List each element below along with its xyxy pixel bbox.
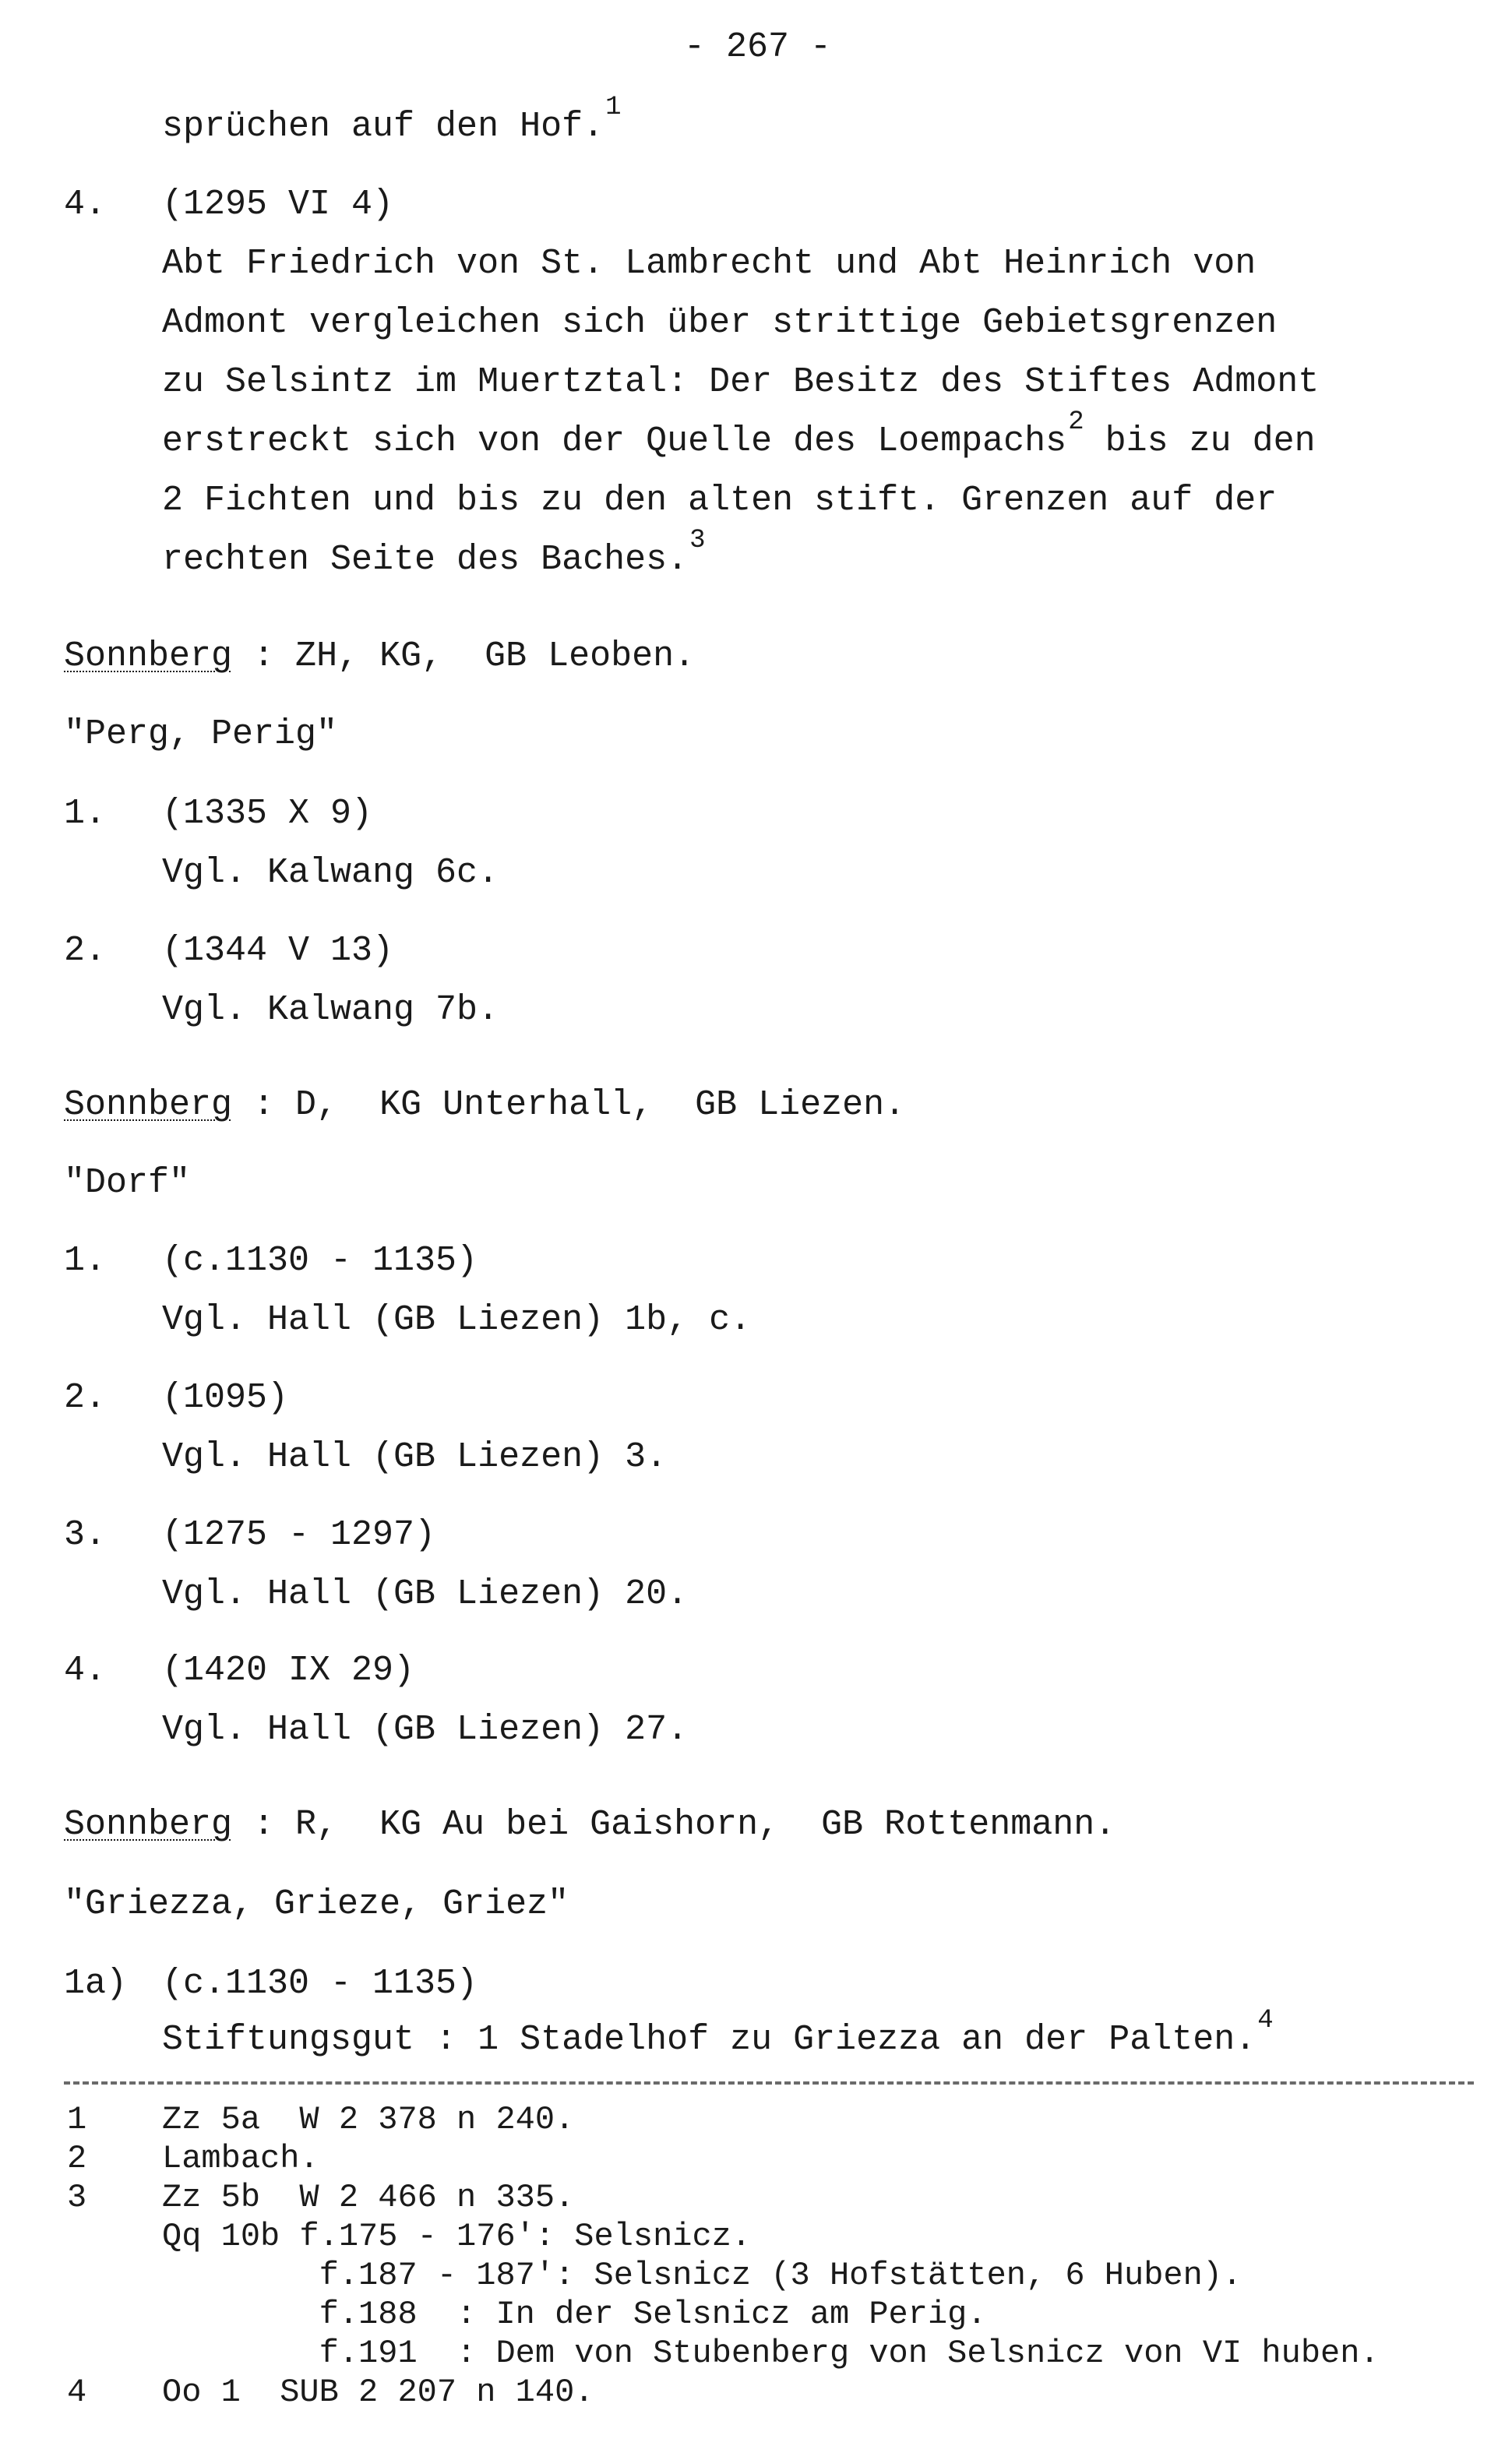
item-date: (1275 - 1297) [162,1515,436,1555]
place-name: Sonnberg [64,1085,233,1125]
footnote-text: Lambach. [162,2140,319,2177]
footnote-number: 1 [67,2101,87,2138]
item-ref: Vgl. Hall (GB Liezen) 20. [162,1574,689,1614]
item-ref: Vgl. Kalwang 6c. [162,853,499,893]
entry-text-line [162,407,1316,461]
item-date: (1420 IX 29) [162,1651,415,1690]
item-number: 1. [64,794,107,834]
continuation-text: sprüchen auf den Hof. [162,107,604,146]
item-date: (1344 V 13) [162,931,394,971]
item-date: (c.1130 - 1135) [162,1241,478,1281]
footnote-number: 2 [67,2140,87,2177]
place-forms: "Dorf" [64,1163,191,1203]
place-info: : D, KG Unterhall, GB Liezen. [232,1085,906,1125]
place-info: : ZH, KG, GB Leoben. [232,636,696,676]
item-number: 2. [64,1378,107,1418]
entry-date: (1295 VI 4) [162,185,394,224]
item-date: (c.1130 - 1135) [162,1964,478,2004]
item-date: (1095) [162,1378,289,1418]
place-forms: "Perg, Perig" [64,714,338,754]
entry-text-line [162,526,706,580]
item-number: 2. [64,931,107,971]
item-date: (1335 X 9) [162,794,373,834]
footnote-text: f.187 - 187': Selsnicz (3 Hofstätten, 6 Huben). [162,2257,1242,2294]
entry-text-line: Admont vergleichen sich über strittige Gebietsgrenzen [162,303,1278,343]
entry-text-line: 2 Fichten und bis zu den alten stift. Grenzen auf der [162,481,1278,520]
place-forms: "Griezza, Grieze, Griez" [64,1884,569,1924]
item-number: 1. [64,1241,107,1281]
footnote-separator [64,2081,1474,2085]
footnote-ref-1: 1 [605,93,622,122]
item-number: 4. [64,1651,107,1690]
place-name: Sonnberg [64,1805,233,1845]
item-number: 1a) [64,1964,128,2004]
entry-text-part: rechten Seite des Baches. [162,540,689,580]
entry-text-line: zu Selsintz im Muertztal: Der Besitz des Stiftes Admont [162,362,1320,402]
item-ref: Vgl. Hall (GB Liezen) 1b, c. [162,1300,752,1340]
place-name: Sonnberg [64,636,233,676]
section-heading [64,1087,905,1123]
continuation-line [162,93,622,146]
section-heading [64,636,696,676]
item-ref: Vgl. Hall (GB Liezen) 3. [162,1437,668,1477]
item-number: 3. [64,1515,107,1555]
footnote-text: Zz 5b W 2 466 n 335. [162,2179,575,2216]
entry-text-part: bis zu den [1084,421,1316,461]
item-ref: Vgl. Kalwang 7b. [162,990,499,1030]
page-number: - 267 - [684,27,832,67]
entry-text-line: Abt Friedrich von St. Lambrecht und Abt Heinrich von [162,244,1256,284]
footnote-ref-4: 4 [1257,2006,1274,2035]
place-info: : R, KG Au bei Gaishorn, GB Rottenmann. [232,1805,1116,1845]
item-ref: Vgl. Hall (GB Liezen) 27. [162,1710,689,1750]
footnote-text: Zz 5a W 2 378 n 240. [162,2101,575,2138]
item-text [162,2006,1274,2060]
footnote-ref-3: 3 [689,526,706,555]
footnote-text: f.191 : Dem von Stubenberg von Selsnicz von VI huben. [162,2335,1380,2372]
footnote-text: f.188 : In der Selsnicz am Perig. [162,2296,987,2333]
footnote-number: 3 [67,2179,87,2216]
footnote-ref-2: 2 [1068,407,1084,437]
entry-text-part: erstreckt sich von der Quelle des Loempachs [162,421,1067,461]
entry-number: 4. [64,185,107,224]
footnote-text: Oo 1 SUB 2 207 n 140. [162,2374,594,2411]
section-heading [64,1805,1116,1845]
item-text-part: Stiftungsgut : 1 Stadelhof zu Griezza an der Palten. [162,2020,1256,2060]
footnote-number: 4 [67,2374,87,2411]
footnote-text: Qq 10b f.175 - 176': Selsnicz. [162,2218,752,2255]
